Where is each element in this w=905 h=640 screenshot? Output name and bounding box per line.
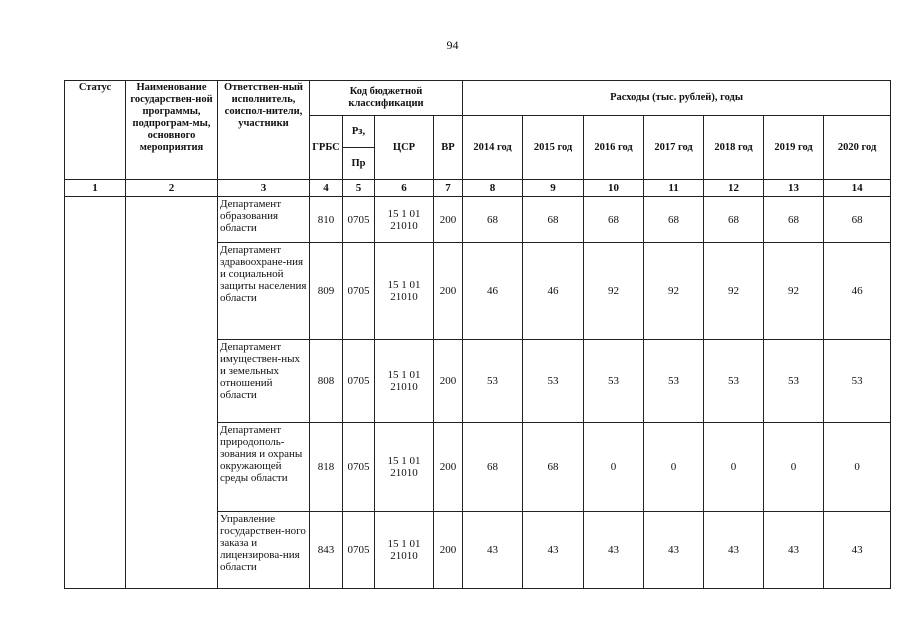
grbs-cell: 810 bbox=[310, 197, 343, 243]
value-cell: 53 bbox=[704, 340, 764, 423]
header-year: 2019 год bbox=[764, 116, 824, 180]
header-vr: ВР bbox=[434, 116, 463, 180]
column-number: 5 bbox=[343, 180, 375, 197]
column-number: 12 bbox=[704, 180, 764, 197]
value-cell: 53 bbox=[824, 340, 891, 423]
value-cell: 53 bbox=[523, 340, 584, 423]
value-cell: 68 bbox=[824, 197, 891, 243]
csr-cell bbox=[375, 512, 434, 589]
value-cell: 43 bbox=[704, 512, 764, 589]
value-cell: 68 bbox=[584, 197, 644, 243]
value-cell: 92 bbox=[704, 243, 764, 340]
executor-cell: Департамент природополь-зования и охраны окружающей среды области bbox=[218, 423, 310, 512]
column-number: 8 bbox=[463, 180, 523, 197]
csr-cell bbox=[375, 197, 434, 243]
grbs-cell: 808 bbox=[310, 340, 343, 423]
rzpr-cell: 0705 bbox=[343, 512, 375, 589]
column-number: 11 bbox=[644, 180, 704, 197]
header-status: Статус bbox=[65, 81, 126, 180]
column-number: 7 bbox=[434, 180, 463, 197]
value-cell: 0 bbox=[704, 423, 764, 512]
vr-cell: 200 bbox=[434, 197, 463, 243]
column-number: 4 bbox=[310, 180, 343, 197]
vr-cell: 200 bbox=[434, 243, 463, 340]
csr-line: 21010 bbox=[390, 381, 418, 393]
header-expenses: Расходы (тыс. рублей), годы bbox=[463, 81, 891, 116]
value-cell: 68 bbox=[764, 197, 824, 243]
value-cell: 68 bbox=[523, 197, 584, 243]
grbs-cell: 809 bbox=[310, 243, 343, 340]
vr-cell: 200 bbox=[434, 512, 463, 589]
value-cell: 43 bbox=[764, 512, 824, 589]
value-cell: 0 bbox=[644, 423, 704, 512]
executor-cell: Департамент образования области bbox=[218, 197, 310, 243]
header-year: 2014 год bbox=[463, 116, 523, 180]
header-program-name: Наименование государствен-ной программы, подпрограм-мы, основного мероприятия bbox=[126, 81, 218, 180]
value-cell: 92 bbox=[584, 243, 644, 340]
csr-line: 15 1 01 bbox=[387, 538, 421, 550]
value-cell: 68 bbox=[463, 197, 523, 243]
budget-table bbox=[64, 80, 891, 589]
page-number: 94 bbox=[446, 38, 459, 52]
column-numbers-row bbox=[65, 180, 891, 197]
csr-line: 21010 bbox=[390, 550, 418, 562]
header-year: 2017 год bbox=[644, 116, 704, 180]
header-executor: Ответствен-ный исполнитель, соиспол-нители, участники bbox=[218, 81, 310, 180]
vr-cell: 200 bbox=[434, 340, 463, 423]
value-cell: 0 bbox=[584, 423, 644, 512]
csr-cell bbox=[375, 423, 434, 512]
value-cell: 0 bbox=[824, 423, 891, 512]
column-number: 9 bbox=[523, 180, 584, 197]
csr-line: 15 1 01 bbox=[387, 455, 421, 467]
program-name-cell bbox=[126, 197, 218, 589]
executor-cell: Департамент здравоохране-ния и социальной защиты населения области bbox=[218, 243, 310, 340]
header-grbs: ГРБС bbox=[310, 116, 343, 180]
value-cell: 0 bbox=[764, 423, 824, 512]
value-cell: 43 bbox=[463, 512, 523, 589]
value-cell: 53 bbox=[764, 340, 824, 423]
value-cell: 68 bbox=[523, 423, 584, 512]
csr-line: 21010 bbox=[390, 467, 418, 479]
column-number: 6 bbox=[375, 180, 434, 197]
header-year: 2016 год bbox=[584, 116, 644, 180]
value-cell: 46 bbox=[523, 243, 584, 340]
column-number: 10 bbox=[584, 180, 644, 197]
executor-cell: Управление государствен-ного заказа и лицензирова-ния области bbox=[218, 512, 310, 589]
rzpr-cell: 0705 bbox=[343, 340, 375, 423]
grbs-cell: 818 bbox=[310, 423, 343, 512]
csr-line: 15 1 01 bbox=[387, 279, 421, 291]
header-rz: Рз, bbox=[343, 116, 375, 148]
rzpr-cell: 0705 bbox=[343, 423, 375, 512]
csr-cell bbox=[375, 340, 434, 423]
header-year: 2018 год bbox=[704, 116, 764, 180]
value-cell: 92 bbox=[644, 243, 704, 340]
value-cell: 46 bbox=[824, 243, 891, 340]
value-cell: 68 bbox=[644, 197, 704, 243]
column-number: 1 bbox=[65, 180, 126, 197]
vr-cell: 200 bbox=[434, 423, 463, 512]
csr-line: 15 1 01 bbox=[387, 369, 421, 381]
csr-line: 21010 bbox=[390, 291, 418, 303]
executor-cell: Департамент имуществен-ных и земельных отношений области bbox=[218, 340, 310, 423]
column-number: 14 bbox=[824, 180, 891, 197]
table-row bbox=[65, 197, 891, 243]
column-number: 13 bbox=[764, 180, 824, 197]
header-budget-code: Код бюджетной классификации bbox=[310, 81, 463, 116]
csr-line: 15 1 01 bbox=[387, 207, 421, 220]
column-number: 3 bbox=[218, 180, 310, 197]
column-number: 2 bbox=[126, 180, 218, 197]
value-cell: 53 bbox=[584, 340, 644, 423]
rzpr-cell: 0705 bbox=[343, 197, 375, 243]
value-cell: 68 bbox=[463, 423, 523, 512]
value-cell: 53 bbox=[463, 340, 523, 423]
value-cell: 43 bbox=[824, 512, 891, 589]
header-year: 2020 год bbox=[824, 116, 891, 180]
value-cell: 43 bbox=[523, 512, 584, 589]
header-csr: ЦСР bbox=[375, 116, 434, 180]
value-cell: 92 bbox=[764, 243, 824, 340]
value-cell: 68 bbox=[704, 197, 764, 243]
header-pr: Пр bbox=[343, 148, 375, 180]
csr-line: 21010 bbox=[390, 219, 418, 232]
value-cell: 46 bbox=[463, 243, 523, 340]
grbs-cell: 843 bbox=[310, 512, 343, 589]
value-cell: 43 bbox=[644, 512, 704, 589]
value-cell: 53 bbox=[644, 340, 704, 423]
value-cell: 43 bbox=[584, 512, 644, 589]
status-cell bbox=[65, 197, 126, 589]
csr-cell bbox=[375, 243, 434, 340]
header-year: 2015 год bbox=[523, 116, 584, 180]
rzpr-cell: 0705 bbox=[343, 243, 375, 340]
